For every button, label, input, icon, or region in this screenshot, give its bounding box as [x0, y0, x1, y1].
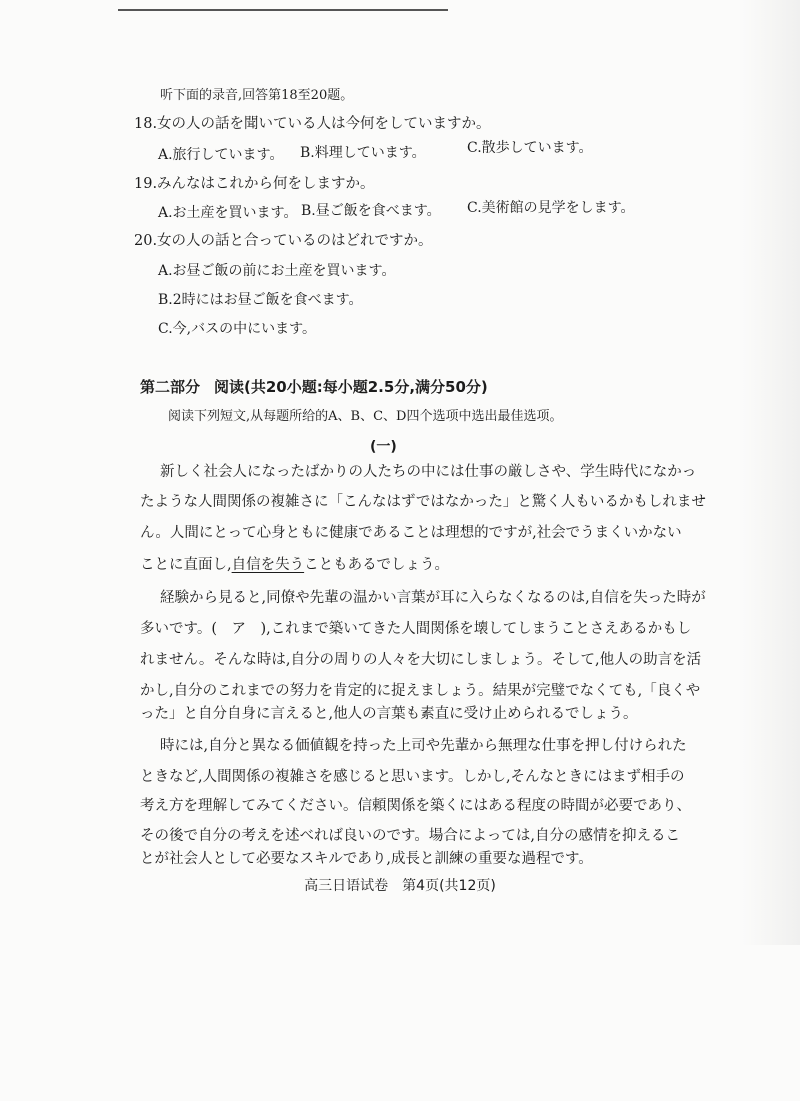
scan-shadow [742, 0, 800, 945]
paragraph-1-line: ん。人間にとって心身ともに健康であることは理想的ですが,社会でうまくいかない [140, 525, 682, 541]
question-19-stem: 19.みんなはこれから何をしますか。 [134, 176, 375, 192]
paragraph-3-line: 時には,自分と異なる価値観を持った上司や先輩から無理な仕事を押し付けられた [160, 738, 687, 754]
question-19-option-a: A.お土産を買います。 [158, 205, 298, 221]
page-footer: 高三日语试卷 第4页(共12页) [304, 878, 496, 894]
paragraph-1-line [140, 555, 449, 575]
reading-instruction: 阅读下列短文,从每题所给的A、B、C、D四个选项中选出最佳选项。 [168, 409, 563, 424]
question-18-option-a: A.旅行しています。 [158, 147, 284, 163]
paragraph-3-line: 考え方を理解してみてください。信頼関係を築くにはある程度の時間が必要であり、 [140, 798, 691, 814]
passage-number: (一) [370, 439, 397, 455]
underlined-phrase: 自信を失う [231, 557, 305, 573]
listening-instruction: 听下面的录音,回答第18至20题。 [160, 88, 354, 103]
paragraph-3-line: ときなど,人間関係の複雑さを感じると思います。しかし,そんなときにはまず相手の [140, 769, 685, 785]
question-19-option-c: C.美術館の見学をします。 [467, 200, 635, 216]
paragraph-2-line: れません。そんな時は,自分の周りの人々を大切にしましょう。そして,他人の助言を活 [140, 652, 702, 668]
section-title: 第二部分 [140, 378, 201, 396]
top-rule-divider [118, 9, 448, 11]
question-20-option-c: C.今,バスの中にいます。 [158, 321, 316, 337]
question-19-option-b: B.昼ご飯を食べます。 [301, 203, 441, 219]
reading-section-heading [140, 376, 488, 398]
question-18-stem: 18.女の人の話を聞いている人は今何をしていますか。 [134, 116, 491, 132]
paragraph-3-line: とが社会人として必要なスキルであり,成長と訓練の重要な過程です。 [140, 851, 593, 867]
paragraph-2-line: 経験から見ると,同僚や先輩の温かい言葉が耳に入らなくなるのは,自信を失った時が [160, 590, 706, 606]
paragraph-2-line: った」と自分自身に言えると,他人の言葉も素直に受け止められるでしょう。 [140, 706, 638, 722]
paragraph-1-line: 新しく社会人になったばかりの人たちの中には仕事の厳しさや、学生時代になかっ [160, 464, 697, 480]
question-18-option-b: B.料理しています。 [300, 145, 426, 161]
question-20-stem: 20.女の人の話と合っているのはどれですか。 [134, 233, 433, 249]
question-18-option-c: C.散歩しています。 [467, 140, 593, 156]
paragraph-1-text: こともあるでしょう。 [304, 557, 449, 573]
paragraph-2-line: 多いです。( ア ),これまで築いてきた人間関係を壊してしまうことさえあるかもし [140, 621, 692, 637]
question-20-option-a: A.お昼ご飯の前にお土産を買います。 [158, 263, 396, 279]
paragraph-2-line: かし,自分のこれまでの努力を肯定的に捉えましょう。結果が完璧でなくても,「良くや [140, 683, 701, 699]
paragraph-1-line: たような人間関係の複雑さに「こんなはずではなかった」と驚く人もいるかもしれませ [140, 494, 706, 510]
paragraph-1-text: ことに直面し, [140, 557, 232, 573]
question-20-option-b: B.2時にはお昼ご飯を食べます。 [158, 292, 363, 308]
paragraph-3-line: その後で自分の考えを述べれば良いのです。場合によっては,自分の感情を抑えるこ [140, 828, 680, 844]
section-name: 阅读(共20小题:每小题2.5分,满分50分) [214, 378, 488, 396]
